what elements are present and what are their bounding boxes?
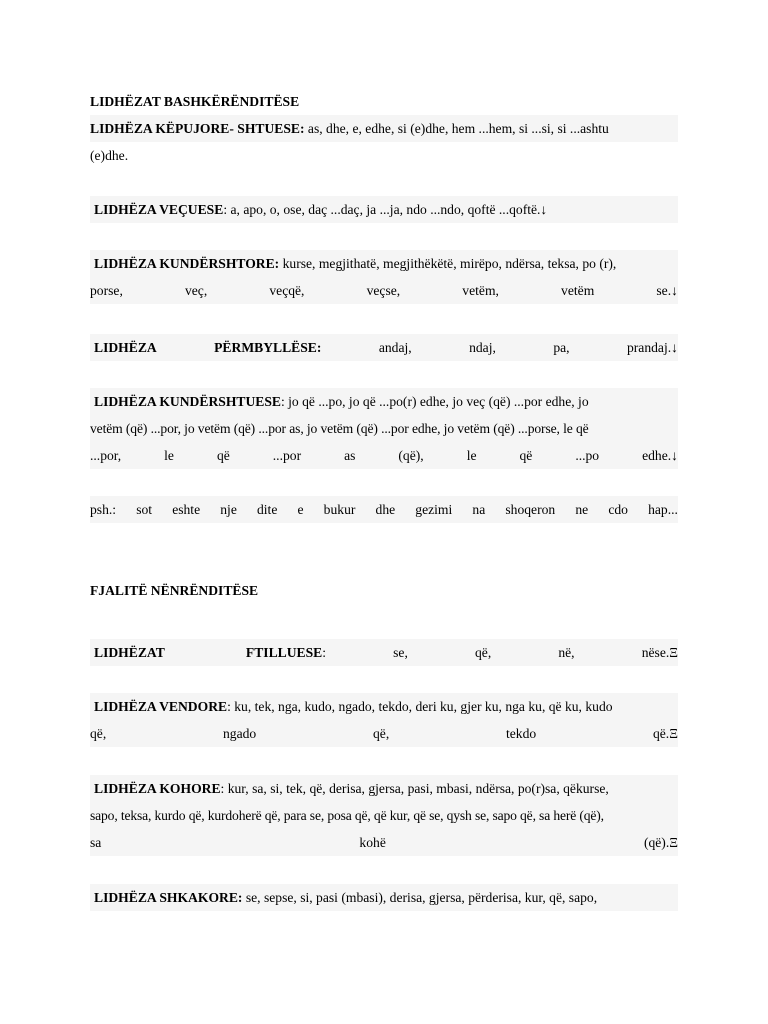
term-group [94, 639, 326, 666]
word: eshte [172, 502, 201, 517]
word: që, [474, 645, 492, 660]
word: : [322, 645, 326, 660]
paragraph-line [90, 277, 678, 304]
term-label: LIDHËZA KUNDËRSHTUESE [94, 394, 281, 409]
word: ne [575, 502, 589, 517]
word: veç, [184, 283, 208, 298]
word: që [519, 448, 533, 463]
paragraph-line: vetëm (që) ...por, jo vetëm (që) ...por as, jo vetëm (që) ...por edhe, jo vetëm (që) ...porse, le që [90, 415, 678, 442]
term-label: PËRMBYLLËSE: [214, 340, 322, 355]
word: porse, [90, 283, 123, 298]
word: dite [256, 502, 278, 517]
word: ...por, [90, 448, 122, 463]
paragraph-line [90, 115, 678, 142]
word: as [344, 448, 356, 463]
term-label: LIDHËZA [94, 340, 157, 355]
term-text: : kur, sa, si, tek, që, derisa, gjersa, pasi, mbasi, ndërsa, po(r)sa, qëkurse, [220, 781, 609, 796]
word: ...por [272, 448, 302, 463]
word: cdo [608, 502, 628, 517]
term-label: LIDHËZA SHKAKORE: [94, 890, 243, 905]
term-label: LIDHËZAT [94, 645, 165, 660]
paragraph-line [90, 196, 678, 223]
word: që.Ξ [652, 726, 678, 741]
word: që [216, 448, 230, 463]
word: veçse, [366, 283, 401, 298]
word: ngado [223, 726, 257, 741]
word: hap... [648, 502, 678, 517]
word: nje [220, 502, 237, 517]
word: sot [136, 502, 153, 517]
term-text: as, dhe, e, edhe, si (e)dhe, hem ...hem, si ...si, si ...ashtu [304, 121, 609, 136]
word: pa, [553, 340, 570, 355]
word: na [472, 502, 486, 517]
paragraph-line [90, 829, 678, 856]
word: (që), [398, 448, 424, 463]
word: andaj, [378, 340, 412, 355]
term-label: LIDHËZA KËPUJORE- SHTUESE: [90, 121, 305, 136]
term-label: LIDHËZA KOHORE [94, 781, 221, 796]
word: shoqeron [505, 502, 556, 517]
paragraph-line: (e)dhe. [90, 148, 129, 163]
paragraph-line [90, 884, 678, 911]
term-text: se, sepse, si, pasi (mbasi), derisa, gjersa, përderisa, kur, që, sapo, [242, 890, 598, 905]
word: e [297, 502, 304, 517]
word: se, [393, 645, 408, 660]
word: bukur [323, 502, 356, 517]
word: tekdo [506, 726, 537, 741]
word: (që).Ξ [643, 835, 678, 850]
word: le [164, 448, 174, 463]
word: vetëm [561, 283, 595, 298]
section-title-coordinating: LIDHËZAT BASHKËRËNDITËSE [90, 94, 300, 109]
paragraph-line [90, 639, 678, 666]
word: ...po [575, 448, 600, 463]
paragraph-line: sapo, teksa, kurdo që, kurdoherë që, para se, posa që, që kur, që se, qysh se, sapo që, sa herë (që), [90, 802, 678, 829]
paragraph-line [90, 250, 678, 277]
paragraph-line [90, 442, 678, 469]
example-line [90, 496, 678, 523]
word: dhe [375, 502, 396, 517]
paragraph-line [90, 388, 678, 415]
word: ndaj, [469, 340, 496, 355]
section-title-subordinate: FJALITË NËNRËNDITËSE [90, 583, 259, 598]
word: edhe.↓ [642, 448, 678, 463]
paragraph-line [90, 334, 678, 361]
word: vetëm, [462, 283, 499, 298]
word: gezimi [415, 502, 453, 517]
term-label: LIDHËZA VENDORE [94, 699, 228, 714]
term-text: : jo që ...po, jo që ...po(r) edhe, jo veç (që) ...por edhe, jo [280, 394, 589, 409]
term-label: FTILLUESE [245, 645, 323, 660]
paragraph-line [90, 775, 678, 802]
term-label: LIDHËZA KUNDËRSHTORE: [94, 256, 280, 271]
paragraph-line [90, 693, 678, 720]
term-label: LIDHËZA VEÇUESE [94, 202, 224, 217]
word: se.↓ [656, 283, 678, 298]
word: le [466, 448, 477, 463]
word: prandaj.↓ [626, 340, 678, 355]
term-text: : ku, tek, nga, kudo, ngado, tekdo, deri ku, gjer ku, nga ku, që ku, kudo [227, 699, 613, 714]
term-text: : a, apo, o, ose, daç ...daç, ja ...ja, ndo ...ndo, qoftë ...qoftë.↓ [223, 202, 548, 217]
word: psh.: [90, 502, 117, 517]
paragraph-line [90, 720, 678, 747]
word: që, [373, 726, 390, 741]
term-text: kurse, megjithatë, megjithëkëtë, mirëpo, ndërsa, teksa, po (r), [279, 256, 617, 271]
word: veçqë, [269, 283, 305, 298]
word: nëse.Ξ [641, 645, 678, 660]
word: që, [90, 726, 107, 741]
word: sa [90, 835, 102, 850]
word: kohë [359, 835, 386, 850]
word: në, [558, 645, 575, 660]
